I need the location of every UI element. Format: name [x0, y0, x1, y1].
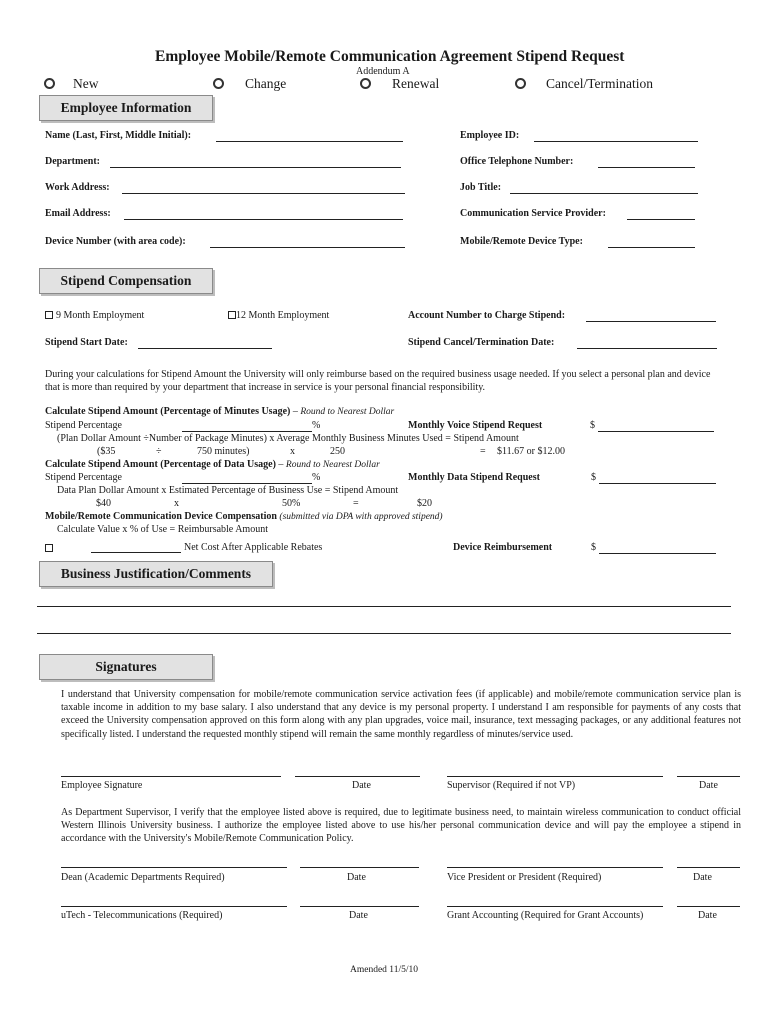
account-number-label: Account Number to Charge Stipend:: [408, 310, 566, 321]
example-250: 250: [330, 446, 345, 457]
device-comp-title: Mobile/Remote Communication Device Compensation: [45, 511, 277, 522]
calc-minutes-heading: Calculate Stipend Amount (Percentage of Minutes Usage) – Round to Nearest Dollar: [45, 406, 395, 417]
stipend-percentage-data-field[interactable]: [182, 483, 312, 484]
utech-signature-line[interactable]: [61, 906, 287, 907]
net-cost-label: Net Cost After Applicable Rebates: [184, 542, 323, 553]
utech-date-line[interactable]: [300, 906, 419, 907]
device-comp-heading: [45, 511, 443, 522]
name-label: Name (Last, First, Middle Initial):: [45, 130, 192, 141]
calc-minutes-title: Calculate Stipend Amount (Percentage of Minutes Usage): [45, 406, 291, 417]
minutes-formula: (Plan Dollar Amount ÷Number of Package Minutes) x Average Monthly Business Minutes Used = Stipend Amount: [57, 433, 519, 444]
data-example-equals: =: [353, 498, 359, 509]
job-title-field[interactable]: [510, 193, 698, 194]
radio-new-label: New: [73, 76, 99, 91]
job-title-label: Job Title:: [460, 182, 502, 193]
supervisor-label: Supervisor (Required if not VP): [447, 780, 576, 791]
device-checkbox[interactable]: [45, 544, 53, 552]
twelve-month-option: [228, 310, 329, 321]
grant-signature-line[interactable]: [447, 906, 663, 907]
employee-date-label: Date: [352, 780, 371, 791]
calc-data-title: Calculate Stipend Amount (Percentage of Data Usage): [45, 459, 276, 470]
dean-date-label: Date: [347, 872, 366, 883]
round-note-minutes: Round to Nearest Dollar: [300, 407, 395, 417]
nine-month-label: 9 Month Employment: [56, 310, 145, 321]
work-address-label: Work Address:: [45, 182, 110, 193]
grant-date-label: Date: [698, 910, 717, 921]
monthly-voice-label: Monthly Voice Stipend Request: [408, 420, 543, 431]
data-example-20: $20: [417, 498, 432, 509]
employee-id-label: Employee ID:: [460, 130, 520, 141]
device-type-label: Mobile/Remote Device Type:: [460, 236, 583, 247]
stipend-note: During your calculations for Stipend Amount the University will only reimburse based on the required business usage needed. If you select a personal plan and device that is more than required by your department that increase in service is your personal financial responsibility.: [45, 369, 711, 394]
twelve-month-checkbox[interactable]: [228, 311, 236, 319]
office-phone-label: Office Telephone Number:: [460, 156, 574, 167]
name-field[interactable]: [216, 141, 403, 142]
stipend-percentage-data-label: Stipend Percentage: [45, 472, 122, 483]
radio-cancel-label: Cancel/Termination: [546, 76, 654, 91]
dollar-device: $: [591, 542, 596, 553]
dean-signature-line[interactable]: [61, 867, 287, 868]
device-reimbursement-field[interactable]: [599, 553, 716, 554]
twelve-month-label: 12 Month Employment: [236, 310, 330, 321]
monthly-data-label: Monthly Data Stipend Request: [408, 472, 540, 483]
utech-label: uTech - Telecommunications (Required): [61, 910, 223, 921]
vp-signature-line[interactable]: [447, 867, 663, 868]
radio-renewal[interactable]: [360, 78, 371, 89]
employee-signature-line[interactable]: [61, 776, 281, 777]
department-label: Department:: [45, 156, 100, 167]
device-reimbursement-label: Device Reimbursement: [453, 542, 553, 553]
employee-signature-label: Employee Signature: [61, 780, 143, 791]
net-cost-field[interactable]: [91, 552, 181, 553]
employee-date-line[interactable]: [295, 776, 420, 777]
example-divide: ÷: [156, 446, 162, 457]
monthly-data-field[interactable]: [599, 483, 716, 484]
example-minutes: 750 minutes): [197, 446, 250, 457]
dean-label: Dean (Academic Departments Required): [61, 872, 225, 883]
device-comp-note: (submitted via DPA with approved stipend): [279, 512, 443, 522]
round-note-data: Round to Nearest Dollar: [285, 460, 380, 470]
data-example-times: x: [174, 498, 179, 509]
form-title: Employee Mobile/Remote Communication Agreement Stipend Request: [155, 48, 625, 65]
supervisor-date-label: Date: [699, 780, 718, 791]
provider-label: Communication Service Provider:: [460, 208, 606, 219]
vp-label: Vice President or President (Required): [447, 872, 602, 883]
radio-change[interactable]: [213, 78, 224, 89]
work-address-field[interactable]: [122, 193, 405, 194]
section-signatures: Signatures: [39, 654, 213, 680]
data-example-40: $40: [96, 498, 111, 509]
email-label: Email Address:: [45, 208, 111, 219]
device-number-field[interactable]: [210, 247, 405, 248]
stipend-cancel-field[interactable]: [577, 348, 717, 349]
nine-month-option: [45, 310, 144, 321]
device-number-label: Device Number (with area code):: [45, 236, 186, 247]
stipend-percentage-voice-field[interactable]: [182, 431, 312, 432]
justification-line-2[interactable]: [37, 633, 731, 634]
radio-cancel[interactable]: [515, 78, 526, 89]
addendum-label: Addendum A: [356, 66, 410, 77]
grant-label: Grant Accounting (Required for Grant Accounts): [447, 910, 644, 921]
stipend-start-field[interactable]: [138, 348, 272, 349]
example-plan-amount: ($35: [97, 446, 116, 457]
monthly-voice-field[interactable]: [598, 431, 714, 432]
device-type-field[interactable]: [608, 247, 695, 248]
example-equals: =: [480, 446, 486, 457]
radio-new[interactable]: [44, 78, 55, 89]
supervisor-date-line[interactable]: [677, 776, 740, 777]
vp-date-line[interactable]: [677, 867, 740, 868]
grant-date-line[interactable]: [677, 906, 740, 907]
example-times: x: [290, 446, 295, 457]
dollar-data: $: [591, 472, 596, 483]
data-formula: Data Plan Dollar Amount x Estimated Percentage of Business Use = Stipend Amount: [57, 485, 399, 496]
department-field[interactable]: [110, 167, 401, 168]
supervisor-signature-line[interactable]: [447, 776, 663, 777]
data-example-50: 50%: [282, 498, 301, 509]
calc-data-heading: Calculate Stipend Amount (Percentage of Data Usage) – Round to Nearest Dollar: [45, 459, 380, 470]
stipend-cancel-label: Stipend Cancel/Termination Date:: [408, 337, 555, 348]
dollar-voice: $: [590, 420, 595, 431]
radio-change-label: Change: [245, 76, 287, 91]
footer-amended: Amended 11/5/10: [350, 965, 418, 975]
vp-date-label: Date: [693, 872, 712, 883]
section-employee-information: Employee Information: [39, 95, 213, 121]
dean-date-line[interactable]: [300, 867, 419, 868]
radio-renewal-label: Renewal: [392, 76, 440, 91]
nine-month-checkbox[interactable]: [45, 311, 53, 319]
percent-sign-voice: %: [312, 420, 321, 431]
stipend-start-label: Stipend Start Date:: [45, 337, 128, 348]
email-field[interactable]: [124, 219, 403, 220]
employee-id-field[interactable]: [534, 141, 698, 142]
supervisor-verification: As Department Supervisor, I verify that the employee listed above is required, due to legitimate business need, to maintain wireless communication to conduct official Western Illinois University business. I authorize the employee listed above to use his/her personal communication device and will pay the employee a stipend in accordance with the University's Mobile/Remote Communication Policy.: [61, 807, 741, 845]
account-number-field[interactable]: [586, 321, 716, 322]
employee-acknowledgement: I understand that University compensation for mobile/remote communication service activation fees (if applicable) and mobile/remote communication service plan is taxable income in addition to my base salary. I also understand that any device is my personal property. I understand I am responsible for payments of any costs that exceed the University compensation approved on this form along with any plan upgrades, voice mail, insurance, text messaging packages, or any additional features not specifically listed. I understand the requested monthly stipend will remain the same monthly regardless of minutes/service used.: [61, 689, 741, 740]
example-result: $11.67 or $12.00: [497, 446, 565, 457]
provider-field[interactable]: [627, 219, 695, 220]
utech-date-label: Date: [349, 910, 368, 921]
justification-line-1[interactable]: [37, 606, 731, 607]
percent-sign-data: %: [312, 472, 321, 483]
office-phone-field[interactable]: [598, 167, 695, 168]
stipend-percentage-label: Stipend Percentage: [45, 420, 122, 431]
section-business-justification: Business Justification/Comments: [39, 561, 273, 587]
section-stipend-compensation: Stipend Compensation: [39, 268, 213, 294]
calc-value-formula: Calculate Value x % of Use = Reimbursable Amount: [57, 524, 268, 535]
